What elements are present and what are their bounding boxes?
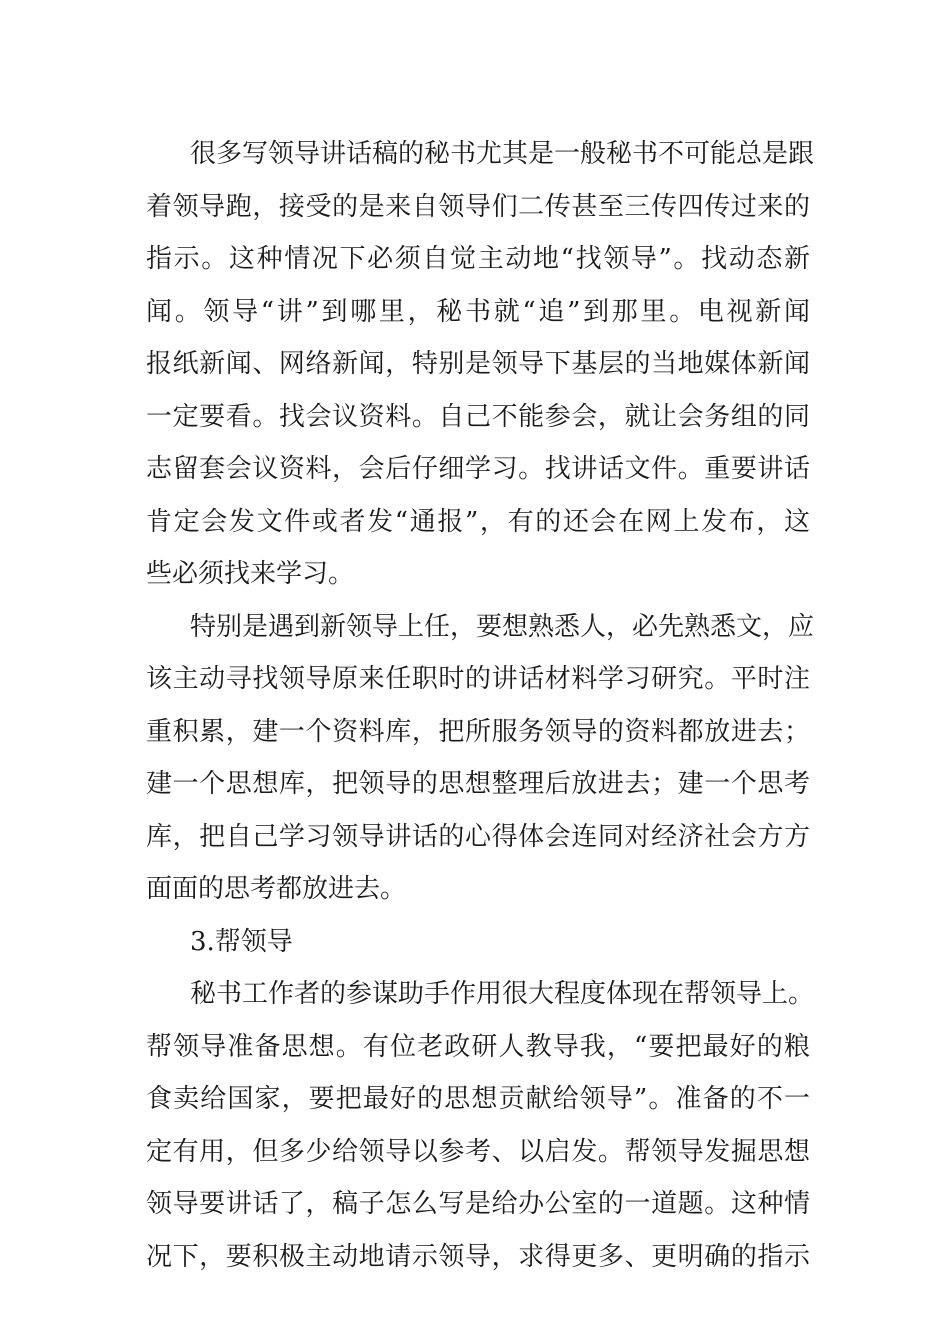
paragraph-3-line-4: 定有用，但多少给领导以参考、以启发。帮领导发掘思想 — [146, 1136, 810, 1167]
paragraph-1-line-2: 着领导跑，接受的是来自领导们二传甚至三传四传过来的 — [146, 191, 810, 222]
body-text — [146, 128, 815, 1283]
paragraph-1-line-1: 很多写领导讲话稿的秘书尤其是一般秘书不可能总是跟 — [190, 139, 815, 169]
paragraph-1-line-8: 肯定会发文件或者发“通报”，有的还会在网上发布，这 — [146, 506, 810, 537]
paragraph-3-line-2: 帮领导准备思想。有位老政研人教导我，“要把最好的粮 — [146, 1031, 810, 1062]
paragraph-1-line-5: 报纸新闻、网络新闻，特别是领导下基层的当地媒体新闻 — [146, 349, 810, 379]
paragraph-2-line-2: 该主动寻找领导原来任职时的讲话材料学习研究。平时注 — [146, 664, 810, 694]
paragraph-3-line-1: 秘书工作者的参谋助手作用很大程度体现在帮领导上。 — [190, 979, 815, 1009]
paragraph-2-line-6: 面面的思考都放进去。 — [146, 874, 407, 904]
paragraph-3-line-6: 况下，要积极主动地请示领导，求得更多、更明确的指示 — [146, 1241, 810, 1272]
paragraph-1-line-6: 一定要看。找会议资料。自己不能参会，就让会务组的同 — [146, 401, 810, 432]
paragraph-1-line-4: 闻。领导“讲”到哪里，秘书就“追”到那里。电视新闻 — [146, 296, 810, 327]
paragraph-2-line-5: 库，把自己学习领导讲话的心得体会连同对经济社会方方 — [146, 821, 810, 852]
paragraph-2-line-3: 重积累，建一个资料库，把所服务领导的资料都放进去； — [146, 716, 810, 747]
paragraph-1-line-3: 指示。这种情况下必须自觉主动地“找领导”。找动态新 — [146, 244, 810, 274]
section-heading: 3.帮领导 — [190, 926, 293, 957]
paragraph-3-line-3: 食卖给国家，要把最好的思想贡献给领导”。准备的不一 — [146, 1084, 810, 1114]
paragraph-2-line-4: 建一个思想库，把领导的思想整理后放进去；建一个思考 — [146, 769, 810, 799]
paragraph-2-line-1: 特别是遇到新领导上任，要想熟悉人，必先熟悉文，应 — [190, 611, 815, 642]
paragraph-1-line-9: 些必须找来学习。 — [146, 559, 355, 589]
paragraph-3-line-5: 领导要讲话了，稿子怎么写是给办公室的一道题。这种情 — [146, 1189, 810, 1219]
paragraph-1-line-7: 志留套会议资料，会后仔细学习。找讲话文件。重要讲话 — [146, 454, 810, 484]
